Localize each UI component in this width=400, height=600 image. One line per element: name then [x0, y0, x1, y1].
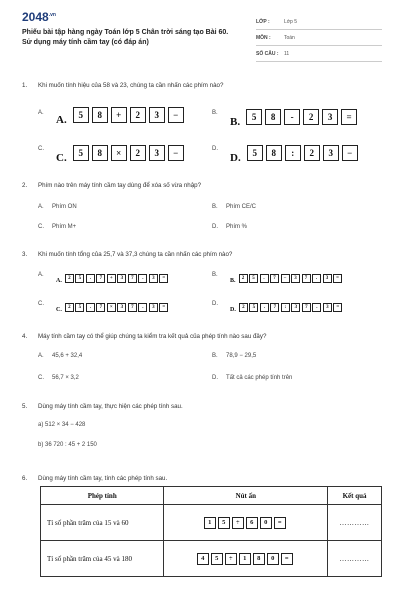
q2-option-b[interactable] — [212, 204, 256, 210]
meta-value: 11 — [284, 50, 290, 57]
calc-key: × — [107, 303, 116, 312]
calc-key: 8 — [265, 109, 281, 125]
calc-key: = — [274, 517, 286, 529]
q1-option-c[interactable] — [56, 142, 187, 164]
question-4 — [22, 333, 266, 340]
row-keys — [164, 541, 328, 577]
calc-key: 8 — [92, 107, 108, 123]
calc-key: 6 — [246, 517, 258, 529]
calc-key: 2 — [65, 303, 74, 312]
column-header: Phép tính — [41, 487, 164, 505]
question-2 — [22, 182, 201, 189]
column-header: Kết quả — [328, 487, 382, 505]
table-header-row — [41, 487, 382, 505]
question-3 — [22, 251, 232, 258]
calc-key: 5 — [249, 303, 258, 312]
meta-value: Toán — [284, 34, 295, 41]
q5-item-a: a) 512 × 34 − 428 — [38, 422, 86, 428]
calc-key: 1 — [239, 553, 251, 565]
option-letter: B. — [212, 353, 218, 359]
q4-option-b[interactable] — [212, 353, 256, 359]
question-number: 4. — [22, 333, 28, 340]
question-number: 2. — [22, 182, 28, 189]
logo-suffix: .vn — [48, 12, 56, 18]
option-text: Phím % — [226, 224, 248, 230]
result-blank[interactable]: ………… — [328, 541, 382, 577]
calc-key: . — [86, 303, 95, 312]
calc-key: 2 — [303, 109, 319, 125]
meta-subject-row — [256, 30, 382, 46]
calc-key: 7 — [270, 303, 279, 312]
option-text: 56,7 × 3,2 — [52, 375, 79, 381]
calc-key: 5 — [246, 109, 262, 125]
calc-key: − — [168, 145, 184, 161]
calc-key: × — [111, 145, 127, 161]
calc-key: 7 — [302, 303, 311, 312]
meta-class-row — [256, 14, 382, 30]
option-big-letter: A. — [56, 114, 67, 126]
question-text: Khi muốn tính tổng của 25,7 và 37,3 chúng ta cần nhấn các phím nào? — [38, 251, 233, 258]
q1-option-b-letter[interactable]: B. — [212, 110, 218, 116]
calc-key: 3 — [149, 274, 158, 283]
meta-value: Lớp 5 — [284, 18, 298, 25]
calc-key: − — [168, 107, 184, 123]
q3-option-a[interactable] — [56, 272, 170, 284]
calc-key: 7 — [128, 274, 137, 283]
question-6 — [22, 475, 167, 482]
calc-key: − — [281, 274, 290, 283]
option-big-letter: C. — [56, 152, 67, 164]
site-logo[interactable] — [22, 10, 56, 24]
calc-key: 8 — [253, 553, 265, 565]
meta-label: MÔN : — [256, 34, 271, 41]
q1-option-a[interactable] — [56, 104, 187, 126]
calc-key: 8 — [92, 145, 108, 161]
q1-option-d-letter[interactable]: D. — [212, 146, 218, 152]
option-letter: B. — [212, 204, 218, 210]
calc-key: 5 — [73, 145, 89, 161]
option-big-letter: B. — [230, 116, 241, 128]
calc-key: - — [284, 109, 300, 125]
option-big-letter: A. — [56, 278, 62, 284]
calc-key: 3 — [323, 303, 332, 312]
calc-key: 7 — [96, 303, 105, 312]
calc-key: 7 — [302, 274, 311, 283]
calc-key: 5 — [247, 145, 263, 161]
q4-option-c[interactable] — [38, 375, 79, 381]
calc-key: 5 — [211, 553, 223, 565]
calc-key: = — [281, 553, 293, 565]
column-header: Nút ấn — [164, 487, 328, 505]
q3-option-b[interactable] — [230, 272, 344, 284]
option-letter: C. — [38, 375, 44, 381]
calc-key: = — [159, 274, 168, 283]
q1-option-b[interactable] — [230, 106, 360, 128]
calc-key: : — [285, 145, 301, 161]
calc-key: 1 — [204, 517, 216, 529]
calc-key: : — [281, 303, 290, 312]
calc-key: 4 — [197, 553, 209, 565]
calc-key: 2 — [239, 274, 248, 283]
question-number: 1. — [22, 82, 28, 89]
question-text: Máy tính cầm tay có thể giúp chúng ta kiểm tra kết quả của phép tính nào sau đây? — [38, 333, 267, 340]
calc-key: 2 — [130, 145, 146, 161]
question-text: Dùng máy tính cầm tay, thực hiện các phép tính sau. — [38, 403, 183, 410]
option-text: Phím M+ — [52, 224, 77, 230]
calc-key: − — [342, 145, 358, 161]
calc-key: 3 — [323, 274, 332, 283]
calc-key: . — [138, 303, 147, 312]
calc-key: . — [86, 274, 95, 283]
option-letter: D. — [212, 375, 218, 381]
calc-key: 3 — [149, 145, 165, 161]
calc-key: + — [111, 107, 127, 123]
q4-option-a[interactable] — [38, 353, 82, 359]
option-letter: A. — [38, 353, 44, 359]
calc-key: 0 — [260, 517, 272, 529]
calc-key: = — [341, 109, 357, 125]
calc-key: 7 — [128, 303, 137, 312]
calc-key: 7 — [96, 274, 105, 283]
key-sequence — [164, 517, 327, 529]
question-text: Dùng máy tính cầm tay, tính các phép tính sau. — [38, 475, 168, 482]
calc-key: 3 — [291, 303, 300, 312]
calc-key: 3 — [291, 274, 300, 283]
q1-option-d[interactable] — [230, 142, 361, 164]
calc-key: = — [159, 303, 168, 312]
calc-key: = — [333, 303, 342, 312]
row-keys — [164, 505, 328, 541]
question-number: 6. — [22, 475, 28, 482]
question-number: 3. — [22, 251, 28, 258]
meta-box — [256, 14, 382, 62]
calc-key: ÷ — [232, 517, 244, 529]
q3-option-b-letter[interactable]: B. — [212, 272, 218, 278]
option-letter: A. — [38, 204, 44, 210]
q1-option-c-letter[interactable]: C. — [38, 146, 44, 152]
meta-label: LỚP : — [256, 18, 270, 25]
question-text: Khi muốn tính hiệu của 58 và 23, chúng ta cần nhấn các phím nào? — [38, 82, 224, 89]
calc-key: 0 — [267, 553, 279, 565]
q3-option-c-letter[interactable]: C. — [38, 301, 44, 307]
q2-option-d[interactable] — [212, 224, 247, 230]
calc-key: ÷ — [225, 553, 237, 565]
q3-option-a-letter[interactable]: A. — [38, 272, 44, 278]
calc-key: . — [260, 274, 269, 283]
worksheet-header — [22, 10, 382, 60]
calc-key: 2 — [65, 274, 74, 283]
option-text: 45,6 + 32,4 — [52, 353, 83, 359]
q5-item-b: b) 36 720 : 45 + 2 150 — [38, 442, 97, 448]
calc-key: 5 — [75, 303, 84, 312]
row-label: Tỉ số phần trăm của 15 và 60 — [41, 505, 164, 541]
calc-key: 3 — [117, 303, 126, 312]
calc-key: . — [312, 274, 321, 283]
table-row — [41, 505, 382, 541]
calc-key: 2 — [239, 303, 248, 312]
question-5 — [22, 403, 183, 410]
option-letter: C. — [38, 224, 44, 230]
logo-text: 2048 — [22, 10, 49, 24]
option-text: 78,9 − 29,5 — [226, 353, 257, 359]
row-label: Tỉ số phần trăm của 45 và 180 — [41, 541, 164, 577]
calc-key: 5 — [218, 517, 230, 529]
calc-key: 3 — [117, 274, 126, 283]
calc-key: 7 — [270, 274, 279, 283]
option-big-letter: C. — [56, 307, 62, 313]
calc-key: . — [138, 274, 147, 283]
calc-key: 3 — [149, 107, 165, 123]
q4-option-d[interactable] — [212, 375, 292, 381]
calc-key: . — [312, 303, 321, 312]
result-blank[interactable]: ………… — [328, 505, 382, 541]
calc-key: . — [260, 303, 269, 312]
page-title: Phiếu bài tập hàng ngày Toán lớp 5 Chân trời sáng tạo Bài 60. Sử dụng máy tính cầm tay (có đáp án) — [22, 29, 229, 46]
q2-option-a[interactable] — [38, 204, 77, 210]
table-row — [41, 541, 382, 577]
calc-key: 3 — [323, 145, 339, 161]
option-text: Phím ON — [52, 204, 77, 210]
calc-key: 2 — [130, 107, 146, 123]
calc-key: 2 — [304, 145, 320, 161]
question-text: Phím nào trên máy tính cầm tay dùng để xóa số vừa nhập? — [38, 182, 202, 189]
option-big-letter: B. — [230, 278, 236, 284]
q3-option-c[interactable] — [56, 301, 170, 313]
option-big-letter: D. — [230, 152, 241, 164]
calc-key: = — [333, 274, 342, 283]
calc-key: 5 — [249, 274, 258, 283]
calc-table — [40, 486, 382, 577]
option-text: Phím CE/C — [226, 204, 257, 210]
calc-key: + — [107, 274, 116, 283]
key-sequence — [164, 553, 327, 565]
calc-key: 3 — [322, 109, 338, 125]
q3-option-d-letter[interactable]: D. — [212, 301, 218, 307]
option-text: Tất cả các phép tính trên — [226, 375, 293, 381]
calc-key: 5 — [73, 107, 89, 123]
question-1 — [22, 82, 223, 89]
meta-label: SỐ CÂU : — [256, 50, 279, 57]
meta-count-row — [256, 46, 382, 62]
option-letter: D. — [212, 224, 218, 230]
calc-key: 3 — [149, 303, 158, 312]
q1-option-a-letter[interactable]: A. — [38, 110, 44, 116]
calc-key: 8 — [266, 145, 282, 161]
option-big-letter: D. — [230, 307, 236, 313]
q2-option-c[interactable] — [38, 224, 76, 230]
question-number: 5. — [22, 403, 28, 410]
calc-key: 5 — [75, 274, 84, 283]
q3-option-d[interactable] — [230, 301, 344, 313]
